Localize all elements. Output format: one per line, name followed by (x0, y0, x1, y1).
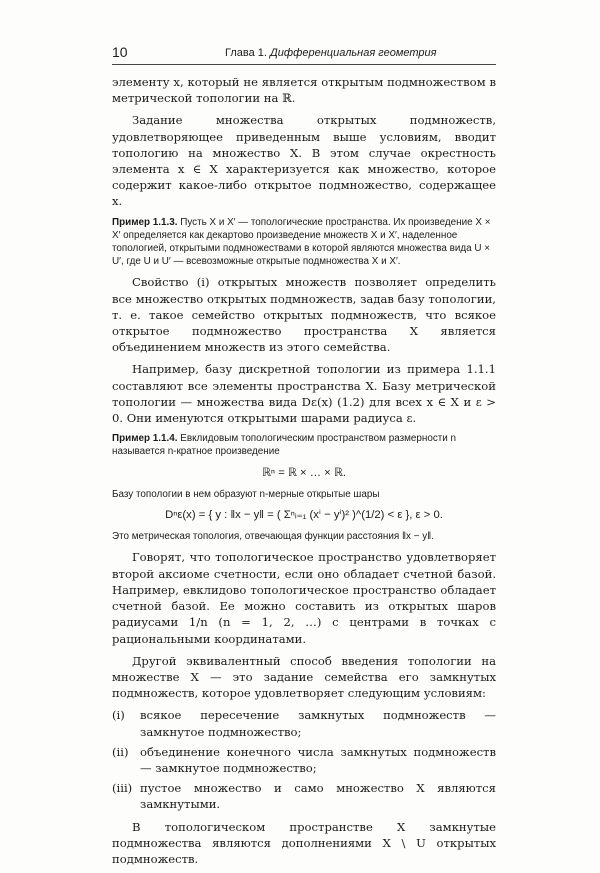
paragraph-1: элементу x, который не является открытым подмножеством в метрической топологии на ℝ. (112, 75, 496, 106)
list-item-text: объединение конечного числа замкнутых подмножеств — замкнутое подмножество; (140, 744, 496, 775)
paragraph-5: Говорят, что топологическое пространство удовлетворяет второй аксиоме счетности, если оно обладает счетной базой. Например, евклидово топологическое пространство обладает счетной базой. Ее можно составить из открытых шаров радиусами 1/n (n = 1, 2, …) с центрами в точках с рациональными координатами. (112, 550, 496, 646)
formula-euclidean-space: ℝⁿ = ℝ × … × ℝ. (261, 466, 347, 479)
list-item-label: (ii) (112, 744, 129, 759)
body-text (112, 74, 496, 873)
example-text-3: Это метрическая топология, отвечающая функции расстояния ‖x − y‖. (112, 531, 434, 543)
list-item (112, 744, 496, 776)
chapter-title: Дифференциальная геометрия (270, 47, 437, 59)
example-text-2: Базу топологии в нем образуют n-мерные открытые шары (112, 488, 380, 500)
list-item-label: (iii) (112, 781, 133, 796)
paragraph-7: В топологическом пространстве X замкнутые подмножества являются дополнениями X \ U открытых подмножеств. (112, 819, 496, 866)
page-number: 10 (112, 44, 128, 60)
closed-sets-conditions (112, 707, 496, 812)
running-header (112, 44, 496, 65)
paragraph-3: Свойство (i) открытых множеств позволяет определить все множество открытых подмножеств, задав базу топологии, т. е. такое семейство открытых подмножеств, что всякое открытое подмножество пространства X является объединением множеств из этого семейства. (112, 275, 496, 355)
example-1-1-3 (112, 216, 496, 269)
paragraph-2: Задание множества открытых подмножеств, удовлетворяющее приведенным выше условиям, вводит топологию на множество X. В этом случае окрестность элемента x ∈ X характеризуется как множество, которое содержит какое-либо открытое подмножество, содержащее x. (112, 113, 496, 209)
chapter-heading (225, 47, 437, 59)
list-item (112, 707, 496, 739)
example-1-1-4 (112, 432, 496, 543)
paragraph-4: Например, базу дискретной топологии из примера 1.1.1 составляют все элементы пространства X. Базу метрической топологии — множества вида Dε(x) (1.2) для всех x ∈ X и ε > 0. Они именуются открытыми шарами радиуса ε. (112, 362, 496, 426)
example-text: Евклидовым топологическим пространством размерности n называется n-кратное произведение (112, 433, 457, 458)
list-item-text: всякое пересечение замкнутых подмножеств — замкнутое подмножество; (140, 708, 496, 739)
list-item-label: (i) (112, 708, 125, 723)
list-item-text: пустое множество и само множество X являются замкнутыми. (140, 781, 496, 812)
example-label: Пример 1.1.4. (112, 433, 178, 445)
paragraph-6: Другой эквивалентный способ введения топологии на множестве X — это задание семейства его замкнутых подмножеств, которое удовлетворяет следующим условиям: (112, 653, 496, 701)
example-label: Пример 1.1.3. (112, 216, 178, 228)
chapter-prefix: Глава 1. (225, 47, 267, 59)
list-item (112, 780, 496, 812)
example-text: Пусть X и X′ — топологические пространства. Их произведение X × X′ определяется как декартово произведение множеств X и X′, наделенное топологией, открытыми подмножествами в которой являются множества вида U × U′, где U и U′ — всевозможные открытые подмножества X и X′. (112, 216, 491, 268)
formula-open-ball: Dⁿε(x) = { y : ‖x − y‖ = ( Σⁿᵢ₌₁ (xⁱ − yⁱ)² )^(1/2) < ε }, ε > 0. (165, 509, 443, 522)
